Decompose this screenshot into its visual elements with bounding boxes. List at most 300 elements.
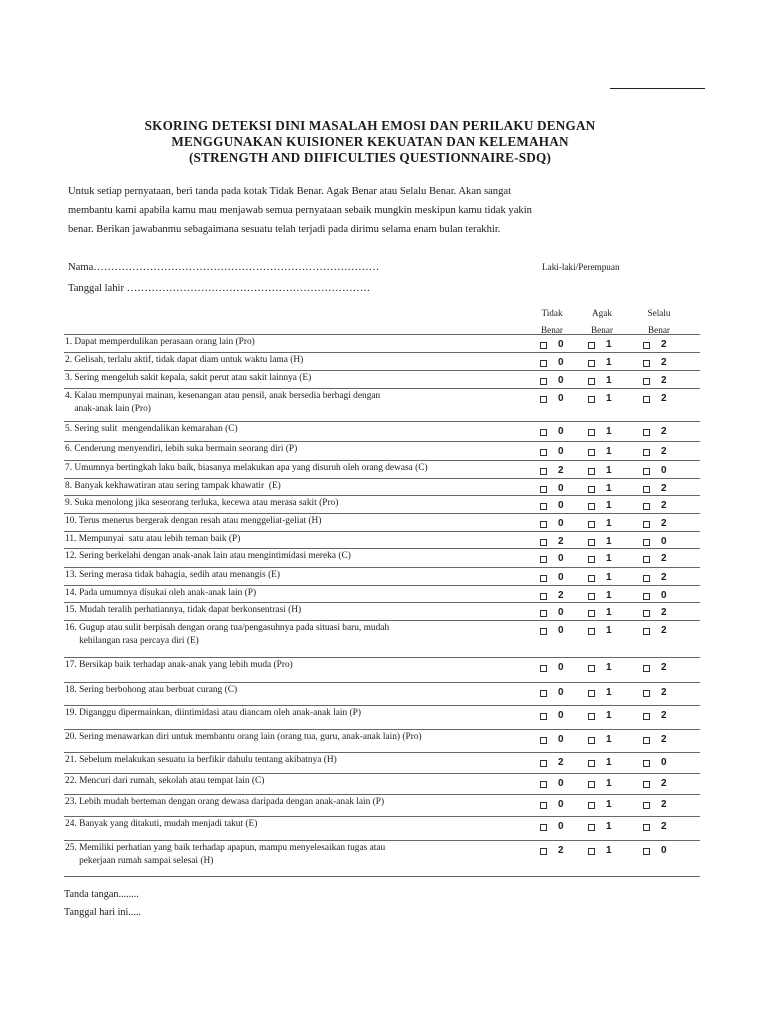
checkbox[interactable] — [643, 690, 650, 697]
answer-option[interactable] — [588, 687, 634, 701]
date-field[interactable]: Tanggal hari ini..... — [64, 907, 142, 918]
column-header-line: Benar — [591, 325, 613, 335]
name-field[interactable]: Nama……………………………………………………………………… — [68, 262, 380, 273]
checkbox[interactable] — [588, 539, 595, 546]
question-line: 24. Banyak yang ditakuti, mudah menjadi takut (E) — [65, 819, 258, 829]
question-line: 14. Pada umumnya disukai oleh anak-anak lain (P) — [65, 588, 257, 598]
checkbox[interactable] — [540, 378, 547, 385]
question-line: 7. Umumnya bertingkah laku baik, biasanya melakukan apa yang disuruh oleh orang dewasa (C) — [65, 463, 428, 473]
checkbox[interactable] — [643, 781, 650, 788]
answer-option[interactable] — [643, 625, 689, 639]
checkbox[interactable] — [588, 737, 595, 744]
question-text — [65, 336, 530, 349]
answer-option[interactable] — [643, 778, 689, 792]
gender-field[interactable]: Laki-laki/Perempuan — [542, 262, 620, 272]
score-value: 0 — [661, 536, 667, 547]
row-divider — [64, 513, 700, 514]
answer-option[interactable] — [643, 662, 689, 676]
checkbox[interactable] — [588, 848, 595, 855]
answer-option[interactable] — [540, 426, 586, 440]
score-value: 0 — [558, 778, 564, 789]
question-text — [65, 684, 530, 697]
checkbox[interactable] — [588, 690, 595, 697]
checkbox[interactable] — [643, 848, 650, 855]
answer-option[interactable] — [588, 710, 634, 724]
score-value: 0 — [558, 339, 564, 350]
score-value: 1 — [606, 607, 612, 618]
title-line-2: MENGGUNAKAN KUISIONER KEKUATAN DAN KELEMAHAN — [171, 134, 569, 149]
question-line: 25. Memiliki perhatian yang baik terhadap apapun, mampu menyelesaikan tugas atau — [65, 843, 386, 853]
score-value: 2 — [558, 465, 564, 476]
answer-option[interactable] — [540, 687, 586, 701]
row-divider — [64, 840, 700, 841]
question-text — [65, 480, 530, 493]
score-value: 0 — [558, 821, 564, 832]
question-text — [65, 731, 530, 744]
score-value: 2 — [661, 446, 667, 457]
score-value: 1 — [606, 821, 612, 832]
score-value: 0 — [558, 375, 564, 386]
document-title — [60, 118, 680, 166]
score-value: 1 — [606, 572, 612, 583]
answer-option[interactable] — [540, 375, 586, 389]
answer-option[interactable] — [643, 845, 689, 859]
question-line: anak-anak lain (Pro) — [65, 404, 151, 414]
answer-option[interactable] — [643, 734, 689, 748]
answer-option[interactable] — [588, 500, 634, 514]
answer-option[interactable] — [643, 500, 689, 514]
score-value: 1 — [606, 357, 612, 368]
question-line: 13. Sering merasa tidak bahagia, sedih atau menangis (E) — [65, 570, 281, 580]
question-text — [65, 497, 530, 510]
checkbox[interactable] — [540, 713, 547, 720]
row-divider — [64, 585, 700, 586]
score-value: 0 — [558, 607, 564, 618]
row-divider — [64, 773, 700, 774]
checkbox[interactable] — [588, 342, 595, 349]
score-value: 2 — [661, 339, 667, 350]
answer-option[interactable] — [643, 518, 689, 532]
checkbox[interactable] — [540, 610, 547, 617]
answer-option[interactable] — [643, 799, 689, 813]
signature-field[interactable]: Tanda tangan........ — [64, 889, 139, 900]
answer-option[interactable] — [588, 393, 634, 407]
checkbox[interactable] — [588, 713, 595, 720]
score-value: 0 — [558, 500, 564, 511]
score-value: 2 — [661, 734, 667, 745]
score-value: 0 — [661, 590, 667, 601]
row-divider — [64, 620, 700, 621]
answer-option[interactable] — [540, 757, 586, 771]
score-value: 2 — [558, 845, 564, 856]
answer-option[interactable] — [643, 446, 689, 460]
checkbox[interactable] — [643, 760, 650, 767]
score-value: 1 — [606, 757, 612, 768]
checkbox[interactable] — [643, 556, 650, 563]
score-value: 2 — [661, 607, 667, 618]
answer-option[interactable] — [540, 500, 586, 514]
checkbox[interactable] — [643, 396, 650, 403]
score-value: 0 — [558, 625, 564, 636]
column-header-line: Tidak — [541, 308, 563, 318]
checkbox[interactable] — [540, 521, 547, 528]
question-text — [65, 604, 530, 617]
answer-option[interactable] — [643, 710, 689, 724]
instructions — [68, 182, 648, 239]
score-value: 1 — [606, 536, 612, 547]
answer-option[interactable] — [540, 734, 586, 748]
checkbox[interactable] — [540, 468, 547, 475]
score-value: 1 — [606, 446, 612, 457]
answer-option[interactable] — [643, 357, 689, 371]
question-line: 8. Banyak kekhawatiran atau sering tampak khawatir (E) — [65, 481, 281, 491]
answer-option[interactable] — [588, 339, 634, 353]
answer-option[interactable] — [588, 426, 634, 440]
score-value: 0 — [558, 483, 564, 494]
checkbox[interactable] — [588, 429, 595, 436]
question-text — [65, 569, 530, 582]
score-value: 2 — [661, 500, 667, 511]
score-value: 2 — [661, 572, 667, 583]
score-value: 0 — [558, 687, 564, 698]
score-value: 2 — [661, 687, 667, 698]
checkbox[interactable] — [540, 781, 547, 788]
score-value: 0 — [558, 710, 564, 721]
question-line: 11. Mempunyai satu atau lebih teman baik (P) — [65, 534, 241, 544]
answer-option[interactable] — [588, 607, 634, 621]
top-right-rule — [610, 88, 705, 89]
score-value: 2 — [661, 375, 667, 386]
checkbox[interactable] — [643, 713, 650, 720]
question-text — [65, 659, 530, 672]
score-value: 0 — [558, 662, 564, 673]
answer-option[interactable] — [540, 446, 586, 460]
question-line: pekerjaan rumah sampai selesai (H) — [65, 856, 214, 866]
answer-option[interactable] — [540, 845, 586, 859]
score-value: 2 — [661, 393, 667, 404]
answer-option[interactable] — [540, 710, 586, 724]
row-divider — [64, 531, 700, 532]
answer-option[interactable] — [588, 799, 634, 813]
checkbox[interactable] — [540, 486, 547, 493]
question-line: 12. Sering berkelahi dengan anak-anak lain atau mengintimidasi mereka (C) — [65, 551, 351, 561]
score-value: 2 — [661, 625, 667, 636]
question-text — [65, 754, 530, 767]
row-divider — [64, 752, 700, 753]
answer-option[interactable] — [588, 572, 634, 586]
score-value: 2 — [661, 778, 667, 789]
score-value: 2 — [661, 821, 667, 832]
question-line: 6. Cenderung menyendiri, lebih suka bermain seorang diri (P) — [65, 444, 298, 454]
score-value: 0 — [558, 734, 564, 745]
answer-option[interactable] — [643, 375, 689, 389]
checkbox[interactable] — [643, 449, 650, 456]
answer-option[interactable] — [643, 572, 689, 586]
score-value: 0 — [558, 357, 564, 368]
question-text — [65, 775, 530, 788]
score-value: 1 — [606, 553, 612, 564]
checkbox[interactable] — [540, 342, 547, 349]
checkbox[interactable] — [588, 378, 595, 385]
question-text — [65, 533, 530, 546]
checkbox[interactable] — [643, 665, 650, 672]
row-divider — [64, 334, 700, 335]
answer-option[interactable] — [588, 845, 634, 859]
checkbox[interactable] — [588, 396, 595, 403]
question-line: 19. Diganggu dipermainkan, diintimidasi atau diancam oleh anak-anak lain (P) — [65, 708, 362, 718]
question-line: 3. Sering mengeluh sakit kepala, sakit perut atau sakit lainnya (E) — [65, 373, 312, 383]
question-text — [65, 423, 530, 436]
checkbox[interactable] — [588, 521, 595, 528]
question-text — [65, 390, 530, 416]
row-divider — [64, 729, 700, 730]
question-line: 2. Gelisah, terlalu aktif, tidak dapat diam untuk waktu lama (H) — [65, 355, 304, 365]
row-divider — [64, 816, 700, 817]
checkbox[interactable] — [588, 593, 595, 600]
score-value: 1 — [606, 625, 612, 636]
checkbox[interactable] — [540, 760, 547, 767]
checkbox[interactable] — [540, 690, 547, 697]
answer-option[interactable] — [588, 757, 634, 771]
row-divider — [64, 495, 700, 496]
answer-option[interactable] — [643, 553, 689, 567]
question-line: 22. Mencuri dari rumah, sekolah atau tempat lain (C) — [65, 776, 265, 786]
answer-option[interactable] — [588, 375, 634, 389]
answer-option[interactable] — [643, 465, 689, 479]
answer-option[interactable] — [588, 553, 634, 567]
answer-option[interactable] — [643, 821, 689, 835]
question-line: kehilangan rasa percaya diri (E) — [65, 636, 199, 646]
checkbox[interactable] — [643, 575, 650, 582]
score-value: 2 — [661, 799, 667, 810]
checkbox[interactable] — [540, 556, 547, 563]
column-header-line: Benar — [541, 325, 563, 335]
score-value: 1 — [606, 734, 612, 745]
score-value: 2 — [661, 553, 667, 564]
row-divider — [64, 876, 700, 877]
score-value: 1 — [606, 845, 612, 856]
answer-option[interactable] — [540, 799, 586, 813]
checkbox[interactable] — [643, 802, 650, 809]
checkbox[interactable] — [643, 503, 650, 510]
checkbox[interactable] — [540, 360, 547, 367]
checkbox[interactable] — [643, 360, 650, 367]
answer-option[interactable] — [643, 393, 689, 407]
answer-option[interactable] — [643, 757, 689, 771]
instructions-line-1: Untuk setiap pernyataan, beri tanda pada kotak Tidak Benar. Agak Benar atau Selalu Benar. Akan sangat — [68, 186, 512, 197]
column-header-line: Agak — [592, 308, 612, 318]
checkbox[interactable] — [588, 468, 595, 475]
question-text — [65, 796, 530, 809]
answer-option[interactable] — [643, 687, 689, 701]
question-text — [65, 587, 530, 600]
row-divider — [64, 421, 700, 422]
score-value: 1 — [606, 500, 612, 511]
question-line: 4. Kalau mempunyai mainan, kesenangan atau pensil, anak bersedia berbagi dengan — [65, 391, 381, 401]
checkbox[interactable] — [643, 610, 650, 617]
checkbox[interactable] — [540, 429, 547, 436]
score-value: 0 — [661, 757, 667, 768]
answer-option[interactable] — [540, 607, 586, 621]
checkbox[interactable] — [643, 824, 650, 831]
checkbox[interactable] — [643, 628, 650, 635]
answer-option[interactable] — [540, 339, 586, 353]
checkbox[interactable] — [540, 503, 547, 510]
row-divider — [64, 567, 700, 568]
score-value: 1 — [606, 799, 612, 810]
score-value: 0 — [558, 553, 564, 564]
title-line-1: SKORING DETEKSI DINI MASALAH EMOSI DAN PERILAKU DENGAN — [144, 118, 596, 133]
answer-option[interactable] — [588, 465, 634, 479]
score-value: 1 — [606, 662, 612, 673]
checkbox[interactable] — [643, 486, 650, 493]
checkbox[interactable] — [540, 575, 547, 582]
question-line: 15. Mudah teralih perhatiannya, tidak dapat berkonsentrasi (H) — [65, 605, 302, 615]
answer-option[interactable] — [643, 339, 689, 353]
question-line: 17. Bersikap baik terhadap anak-anak yang lebih muda (Pro) — [65, 660, 293, 670]
score-value: 1 — [606, 393, 612, 404]
score-value: 1 — [606, 426, 612, 437]
score-value: 1 — [606, 375, 612, 386]
instructions-line-3: benar. Berikan jawabanmu sebagaimana sesuatu telah terjadi pada dirimu selama enam bulan terakhir. — [68, 224, 501, 235]
score-value: 2 — [661, 710, 667, 721]
instructions-line-2: membantu kami apabila kamu mau menjawab semua pernyataan sebaik mungkin meskipun kamu tidak yakin — [68, 205, 532, 216]
question-line: 5. Sering sulit mengendalikan kemarahan (C) — [65, 424, 238, 434]
checkbox[interactable] — [588, 760, 595, 767]
checkbox[interactable] — [588, 556, 595, 563]
checkbox[interactable] — [643, 521, 650, 528]
question-line: 1. Dapat memperdulikan perasaan orang lain (Pro) — [65, 337, 255, 347]
answer-option[interactable] — [540, 778, 586, 792]
question-text — [65, 550, 530, 563]
score-value: 2 — [558, 536, 564, 547]
checkbox[interactable] — [588, 360, 595, 367]
score-value: 1 — [606, 518, 612, 529]
question-text — [65, 818, 530, 831]
answer-option[interactable] — [588, 446, 634, 460]
question-text — [65, 443, 530, 456]
checkbox[interactable] — [588, 610, 595, 617]
answer-option[interactable] — [588, 625, 634, 639]
question-line: 20. Sering menawarkan diri untuk membantu orang lain (orang tua, guru, anak-anak lain) (Pro) — [65, 732, 422, 742]
checkbox[interactable] — [588, 824, 595, 831]
answer-option[interactable] — [643, 607, 689, 621]
checkbox[interactable] — [540, 848, 547, 855]
checkbox[interactable] — [540, 449, 547, 456]
question-text — [65, 707, 530, 720]
checkbox[interactable] — [588, 802, 595, 809]
answer-option[interactable] — [588, 518, 634, 532]
row-divider — [64, 388, 700, 389]
answer-option[interactable] — [540, 662, 586, 676]
answer-option[interactable] — [540, 625, 586, 639]
checkbox[interactable] — [643, 593, 650, 600]
checkbox[interactable] — [540, 593, 547, 600]
checkbox[interactable] — [540, 802, 547, 809]
answer-option[interactable] — [540, 553, 586, 567]
checkbox[interactable] — [588, 503, 595, 510]
row-divider — [64, 370, 700, 371]
checkbox[interactable] — [588, 486, 595, 493]
answer-option[interactable] — [588, 778, 634, 792]
question-text — [65, 354, 530, 367]
checkbox[interactable] — [643, 342, 650, 349]
answer-option[interactable] — [643, 426, 689, 440]
checkbox[interactable] — [588, 628, 595, 635]
question-line: 21. Sebelum melakukan sesuatu ia berfikir dahulu tentang akibatnya (H) — [65, 755, 337, 765]
row-divider — [64, 478, 700, 479]
checkbox[interactable] — [643, 429, 650, 436]
answer-option[interactable] — [540, 518, 586, 532]
checkbox[interactable] — [540, 396, 547, 403]
answer-option[interactable] — [540, 572, 586, 586]
checkbox[interactable] — [540, 665, 547, 672]
checkbox[interactable] — [588, 575, 595, 582]
answer-option[interactable] — [588, 357, 634, 371]
question-line: 16. Gugup atau sulit berpisah dengan orang tua/pengasuhnya pada situasi baru, mudah — [65, 623, 390, 633]
question-line: 10. Terus menerus bergerak dengan resah atau menggeliat-geliat (H) — [65, 516, 322, 526]
score-value: 2 — [661, 518, 667, 529]
answer-option[interactable] — [588, 734, 634, 748]
row-divider — [64, 460, 700, 461]
score-value: 0 — [558, 572, 564, 583]
checkbox[interactable] — [540, 737, 547, 744]
score-value: 1 — [606, 590, 612, 601]
checkbox[interactable] — [588, 781, 595, 788]
checkbox[interactable] — [588, 449, 595, 456]
row-divider — [64, 441, 700, 442]
score-value: 2 — [661, 426, 667, 437]
checkbox[interactable] — [540, 824, 547, 831]
score-value: 2 — [661, 483, 667, 494]
checkbox[interactable] — [643, 378, 650, 385]
score-value: 1 — [606, 687, 612, 698]
question-line: 18. Sering berbohong atau berbuat curang (C) — [65, 685, 238, 695]
checkbox[interactable] — [540, 539, 547, 546]
answer-option[interactable] — [540, 393, 586, 407]
score-value: 0 — [661, 465, 667, 476]
row-divider — [64, 352, 700, 353]
question-text — [65, 515, 530, 528]
question-text — [65, 622, 530, 648]
checkbox[interactable] — [588, 665, 595, 672]
column-header-line: Selalu — [647, 308, 671, 318]
birthdate-field[interactable]: Tanggal lahir …………………………………………………………… — [68, 283, 371, 294]
score-value: 2 — [558, 757, 564, 768]
score-value: 1 — [606, 339, 612, 350]
answer-option[interactable] — [588, 662, 634, 676]
checkbox[interactable] — [643, 468, 650, 475]
answer-option[interactable] — [540, 821, 586, 835]
score-value: 0 — [558, 393, 564, 404]
row-divider — [64, 602, 700, 603]
checkbox[interactable] — [540, 628, 547, 635]
answer-option[interactable] — [540, 357, 586, 371]
question-line: 9. Suka menolong jika seseorang terluka, kecewa atau merasa sakit (Pro) — [65, 498, 339, 508]
score-value: 1 — [606, 465, 612, 476]
row-divider — [64, 705, 700, 706]
score-value: 2 — [558, 590, 564, 601]
checkbox[interactable] — [643, 539, 650, 546]
score-value: 1 — [606, 778, 612, 789]
score-value: 1 — [606, 483, 612, 494]
question-text — [65, 462, 530, 475]
answer-option[interactable] — [540, 465, 586, 479]
row-divider — [64, 657, 700, 658]
score-value: 0 — [558, 799, 564, 810]
checkbox[interactable] — [643, 737, 650, 744]
answer-option[interactable] — [588, 821, 634, 835]
